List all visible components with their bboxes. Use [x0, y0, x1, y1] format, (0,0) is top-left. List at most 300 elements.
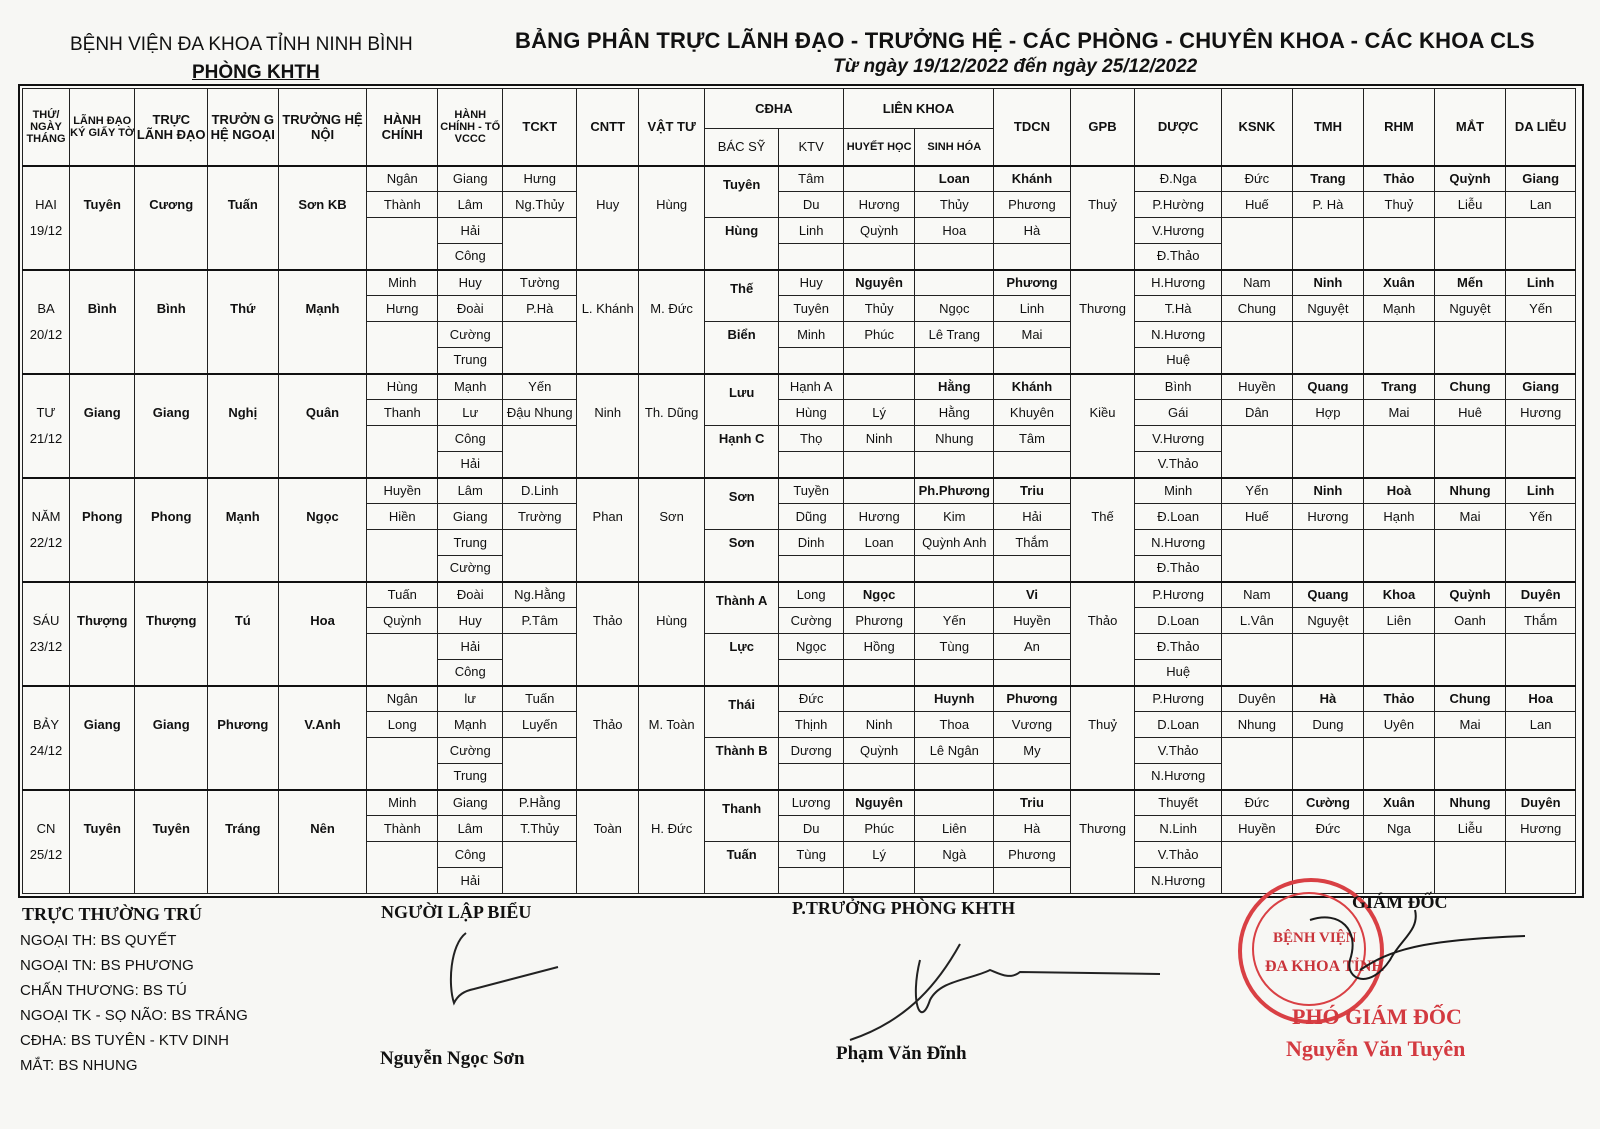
cell-rhm: Thảo [1364, 166, 1435, 192]
cell-gpb [1070, 374, 1134, 400]
cell-sinh-hoa [915, 660, 994, 686]
stamp-text: BỆNH VIỆN [1273, 930, 1357, 946]
cell-gpb [1070, 764, 1134, 790]
table-row [23, 374, 1576, 400]
cell-truong-he-noi: Quân [278, 400, 367, 426]
cell-to-vccc: Hải [438, 452, 503, 478]
cell-cntt [577, 322, 639, 348]
cell-duoc: D.Loan [1135, 712, 1222, 738]
cell-lanh-dao-ky: Bình [70, 296, 135, 322]
cell-truong-he-ngoai: Phương [208, 712, 279, 738]
cell-tdcn: Phương [994, 842, 1071, 868]
day-cell [23, 868, 70, 894]
cell-sinh-hoa: Lê Ngân [915, 738, 994, 764]
cell-mat: Mai [1434, 712, 1506, 738]
cell-to-vccc: Giang [438, 166, 503, 192]
cell-truong-he-ngoai [208, 478, 279, 504]
cell-vat-tu [639, 530, 704, 556]
table-row [23, 608, 1576, 634]
cell-ksnk: Huế [1222, 504, 1293, 530]
cell-vat-tu [639, 478, 704, 504]
cell-tckt: Yến [503, 374, 577, 400]
cell-ksnk: Huyền [1222, 816, 1293, 842]
cell-truong-he-ngoai: Nghị [208, 400, 279, 426]
cell-huyet-hoc [843, 686, 915, 712]
cell-mat: Chung [1434, 686, 1506, 712]
cell-hanh-chinh [367, 530, 438, 556]
cell-mat: Mến [1434, 270, 1506, 296]
cell-lanh-dao-ky [70, 452, 135, 478]
cell-huyet-hoc: Ngọc [843, 582, 915, 608]
cell-duoc: Đ.Thảo [1135, 556, 1222, 582]
cell-truong-he-noi [278, 348, 367, 374]
document-title: BẢNG PHÂN TRỰC LÃNH ĐẠO - TRƯỞNG HỆ - CÁC PHÒNG - CHUYÊN KHOA - CÁC KHOA CLS [515, 28, 1535, 53]
cell-ktv: Thịnh [779, 712, 843, 738]
col-tckt: TCKT [503, 89, 577, 166]
day-date: 21/12 [23, 426, 70, 452]
cell-ksnk [1222, 660, 1293, 686]
cell-da-lieu [1506, 842, 1576, 868]
cell-tckt: P.Hà [503, 296, 577, 322]
cell-truc-lanh-dao [135, 426, 208, 452]
cell-mat: Nhung [1434, 478, 1506, 504]
cell-tdcn: Triu [994, 478, 1071, 504]
cell-hanh-chinh: Minh [367, 790, 438, 816]
cell-ksnk [1222, 244, 1293, 270]
cell-ktv: Hùng [779, 400, 843, 426]
cell-ktv: Dương [779, 738, 843, 764]
cell-sinh-hoa: Lê Trang [915, 322, 994, 348]
day-cell [23, 478, 70, 504]
cell-ksnk [1222, 764, 1293, 790]
cell-mat: Quỳnh [1434, 582, 1506, 608]
cell-ksnk [1222, 530, 1293, 556]
cell-sinh-hoa: Hằng [915, 400, 994, 426]
table-row [23, 504, 1576, 530]
cell-rhm [1364, 218, 1435, 244]
cell-ksnk: Nhung [1222, 712, 1293, 738]
day-name: NĂM [23, 504, 70, 530]
cell-to-vccc: Mạnh [438, 374, 503, 400]
cell-truong-he-ngoai [208, 452, 279, 478]
cell-ktv [779, 868, 843, 894]
cell-gpb: Thuỷ [1070, 192, 1134, 218]
cell-ksnk: Nam [1222, 582, 1293, 608]
cell-vat-tu [639, 764, 704, 790]
cell-gpb [1070, 634, 1134, 660]
cell-ksnk: Huyền [1222, 374, 1293, 400]
cell-truc-lanh-dao [135, 582, 208, 608]
cell-truc-lanh-dao [135, 166, 208, 192]
cell-to-vccc: Trung [438, 764, 503, 790]
cell-gpb [1070, 426, 1134, 452]
cell-cntt: L. Khánh [577, 296, 639, 322]
cell-truong-he-noi [278, 530, 367, 556]
cell-truong-he-noi [278, 842, 367, 868]
truc-item: NGOẠI TH: BS QUYẾT [20, 932, 177, 949]
day-cell [23, 348, 70, 374]
cell-rhm: Liên [1364, 608, 1435, 634]
cell-vat-tu: H. Đức [639, 816, 704, 842]
cell-tmh: Quang [1292, 374, 1364, 400]
cell-mat: Liễu [1434, 192, 1506, 218]
cell-cntt [577, 452, 639, 478]
cell-rhm: Trang [1364, 374, 1435, 400]
cell-ktv: Hạnh A [779, 374, 843, 400]
cell-mat [1434, 764, 1506, 790]
cell-da-lieu [1506, 634, 1576, 660]
cell-vat-tu [639, 686, 704, 712]
cell-cntt [577, 634, 639, 660]
truc-item: MẮT: BS NHUNG [20, 1057, 138, 1074]
cell-duoc: Huệ [1135, 348, 1222, 374]
cell-truc-lanh-dao [135, 478, 208, 504]
cell-truc-lanh-dao: Bình [135, 296, 208, 322]
cell-truong-he-noi: Sơn KB [278, 192, 367, 218]
cell-tdcn: Phương [994, 270, 1071, 296]
cell-mat: Nguyệt [1434, 296, 1506, 322]
cell-truong-he-noi: V.Anh [278, 712, 367, 738]
cell-truong-he-noi [278, 634, 367, 660]
cell-sinh-hoa [915, 764, 994, 790]
cell-bac-sy: Thái [704, 686, 779, 712]
cell-duoc: Minh [1135, 478, 1222, 504]
cell-vat-tu [639, 348, 704, 374]
cell-huyet-hoc [843, 556, 915, 582]
cell-truong-he-ngoai [208, 634, 279, 660]
cell-huyet-hoc [843, 764, 915, 790]
cell-tmh: Dung [1292, 712, 1364, 738]
cell-hanh-chinh: Tuấn [367, 582, 438, 608]
cell-mat [1434, 530, 1506, 556]
day-name: SÁU [23, 608, 70, 634]
cell-truong-he-noi [278, 244, 367, 270]
day-cell [23, 686, 70, 712]
cell-ktv [779, 556, 843, 582]
cell-rhm: Nga [1364, 816, 1435, 842]
cell-huyet-hoc [843, 452, 915, 478]
cell-tmh: Hợp [1292, 400, 1364, 426]
cell-cntt [577, 348, 639, 374]
cell-sinh-hoa: Nhung [915, 426, 994, 452]
col-truong-he-ngoai: TRƯỞN G HỆ NGOẠI [208, 89, 279, 166]
table-row [23, 270, 1576, 296]
cell-da-lieu [1506, 530, 1576, 556]
cell-tmh [1292, 842, 1364, 868]
cell-bac-sy [704, 556, 779, 582]
cell-truong-he-noi: Nên [278, 816, 367, 842]
cell-huyet-hoc: Lý [843, 842, 915, 868]
cell-tdcn [994, 348, 1071, 374]
cell-tdcn: Tâm [994, 426, 1071, 452]
cell-duoc: P.Hường [1135, 192, 1222, 218]
cell-hanh-chinh: Long [367, 712, 438, 738]
cell-truong-he-noi [278, 218, 367, 244]
cell-da-lieu [1506, 452, 1576, 478]
cell-truc-lanh-dao: Tuyên [135, 816, 208, 842]
cell-duoc: V.Hương [1135, 426, 1222, 452]
col-cntt: CNTT [577, 89, 639, 166]
cell-truong-he-ngoai [208, 868, 279, 894]
cell-tdcn [994, 556, 1071, 582]
table-row [23, 634, 1576, 660]
cell-to-vccc: Giang [438, 504, 503, 530]
cell-ktv: Dinh [779, 530, 843, 556]
cell-rhm [1364, 634, 1435, 660]
cell-vat-tu: Hùng [639, 192, 704, 218]
cell-truong-he-noi [278, 660, 367, 686]
cell-rhm [1364, 556, 1435, 582]
col-cdha-bac-sy: BÁC SỸ [704, 129, 779, 166]
cell-da-lieu: Duyên [1506, 790, 1576, 816]
signature-nguoi-lap-bieu [440, 925, 570, 1015]
cell-ksnk: Đức [1222, 790, 1293, 816]
col-duoc: DƯỢC [1135, 89, 1222, 166]
day-date: 22/12 [23, 530, 70, 556]
cell-tckt: D.Linh [503, 478, 577, 504]
col-hanh-chinh-to: HÀNH CHÍNH - TỔ VCCC [438, 89, 503, 166]
nguoi-lap-bieu-label: NGƯỜI LẬP BIỂU [381, 902, 532, 922]
cell-sinh-hoa [915, 868, 994, 894]
cell-tdcn: Phương [994, 192, 1071, 218]
signature-p-truong-phong [840, 940, 1170, 1050]
cell-mat [1434, 660, 1506, 686]
cell-ktv: Tùng [779, 842, 843, 868]
col-truong-he-noi: TRƯỞNG HỆ NỘI [278, 89, 367, 166]
cell-truc-lanh-dao: Giang [135, 400, 208, 426]
cell-sinh-hoa [915, 348, 994, 374]
cell-gpb [1070, 738, 1134, 764]
cell-mat [1434, 348, 1506, 374]
cell-hanh-chinh: Thanh [367, 400, 438, 426]
cell-truong-he-ngoai: Mạnh [208, 504, 279, 530]
cell-sinh-hoa: Liên [915, 816, 994, 842]
cell-rhm: Xuân [1364, 270, 1435, 296]
cell-huyet-hoc [843, 374, 915, 400]
table-row [23, 400, 1576, 426]
p-truong-phong-name: Phạm Văn Đĩnh [836, 1043, 967, 1064]
day-name: CN [23, 816, 70, 842]
cell-sinh-hoa [915, 790, 994, 816]
cell-da-lieu: Thắm [1506, 608, 1576, 634]
cell-da-lieu: Giang [1506, 166, 1576, 192]
cell-truong-he-ngoai [208, 842, 279, 868]
cell-lanh-dao-ky [70, 374, 135, 400]
table-row [23, 530, 1576, 556]
cell-hanh-chinh [367, 868, 438, 894]
cell-to-vccc: Trung [438, 348, 503, 374]
cell-gpb [1070, 166, 1134, 192]
cell-tdcn: Khánh [994, 166, 1071, 192]
cell-da-lieu [1506, 868, 1576, 894]
cell-cntt [577, 244, 639, 270]
cell-huyet-hoc: Nguyên [843, 270, 915, 296]
col-tdcn: TDCN [994, 89, 1071, 166]
cell-rhm [1364, 322, 1435, 348]
cell-vat-tu: M. Đức [639, 296, 704, 322]
cell-to-vccc: lư [438, 686, 503, 712]
cell-rhm [1364, 426, 1435, 452]
col-truc-lanh-dao: TRỰC LÃNH ĐẠO [135, 89, 208, 166]
table-row [23, 322, 1576, 348]
col-sinh-hoa: SINH HÓA [915, 129, 994, 166]
table-row [23, 218, 1576, 244]
day-name: BA [23, 296, 70, 322]
cell-to-vccc: Hải [438, 868, 503, 894]
cell-hanh-chinh: Minh [367, 270, 438, 296]
cell-to-vccc: Cường [438, 556, 503, 582]
cell-da-lieu: Lan [1506, 192, 1576, 218]
cell-mat [1434, 634, 1506, 660]
cell-truc-lanh-dao: Cương [135, 192, 208, 218]
hospital-name: BỆNH VIỆN ĐA KHOA TỈNH NINH BÌNH [70, 34, 413, 55]
cell-tmh: Quang [1292, 582, 1364, 608]
cell-truc-lanh-dao [135, 322, 208, 348]
cell-mat: Liễu [1434, 816, 1506, 842]
cell-ktv [779, 452, 843, 478]
cell-cntt [577, 686, 639, 712]
cell-bac-sy: Biển [704, 322, 779, 348]
cell-sinh-hoa: Quỳnh Anh [915, 530, 994, 556]
cell-tmh: Trang [1292, 166, 1364, 192]
cell-truc-lanh-dao [135, 556, 208, 582]
cell-duoc: V.Thảo [1135, 452, 1222, 478]
cell-tckt [503, 530, 577, 556]
cell-tckt: Luyến [503, 712, 577, 738]
cell-to-vccc: Lâm [438, 816, 503, 842]
cell-cntt [577, 764, 639, 790]
col-tmh: TMH [1292, 89, 1364, 166]
cell-huyet-hoc: Hương [843, 192, 915, 218]
giam-doc-label: GIÁM ĐỐC [1352, 892, 1448, 912]
cell-lanh-dao-ky [70, 868, 135, 894]
cell-cntt: Ninh [577, 400, 639, 426]
cell-truong-he-ngoai [208, 244, 279, 270]
stamp-text: ĐA KHOA TỈNH [1265, 958, 1384, 975]
cell-hanh-chinh [367, 634, 438, 660]
cell-bac-sy [704, 504, 779, 530]
cell-hanh-chinh: Quỳnh [367, 608, 438, 634]
cell-truong-he-noi [278, 478, 367, 504]
cell-hanh-chinh [367, 348, 438, 374]
cell-vat-tu: M. Toàn [639, 712, 704, 738]
cell-tmh [1292, 452, 1364, 478]
cell-bac-sy [704, 244, 779, 270]
cell-truong-he-ngoai [208, 322, 279, 348]
cell-tmh [1292, 530, 1364, 556]
cell-cntt [577, 270, 639, 296]
cell-duoc: N.Linh [1135, 816, 1222, 842]
cell-cntt [577, 166, 639, 192]
cell-tdcn: Linh [994, 296, 1071, 322]
cell-lanh-dao-ky [70, 556, 135, 582]
cell-huyet-hoc: Quỳnh [843, 738, 915, 764]
truc-item: CHẤN THƯƠNG: BS TÚ [20, 982, 187, 999]
cell-bac-sy: Lực [704, 634, 779, 660]
cell-truong-he-ngoai [208, 582, 279, 608]
cell-truc-lanh-dao [135, 868, 208, 894]
cell-cntt: Phan [577, 504, 639, 530]
cell-duoc: Gái [1135, 400, 1222, 426]
cell-tckt [503, 556, 577, 582]
cell-tckt: Ng.Hằng [503, 582, 577, 608]
cell-rhm [1364, 842, 1435, 868]
cell-da-lieu: Linh [1506, 270, 1576, 296]
cell-duoc: Thuyết [1135, 790, 1222, 816]
table-row [23, 192, 1576, 218]
cell-sinh-hoa [915, 452, 994, 478]
col-hanh-chinh: HÀNH CHÍNH [367, 89, 438, 166]
cell-to-vccc: Mạnh [438, 712, 503, 738]
cell-truong-he-ngoai [208, 790, 279, 816]
table-row [23, 582, 1576, 608]
cell-bac-sy: Tuyên [704, 166, 779, 192]
cell-sinh-hoa: Hằng [915, 374, 994, 400]
cell-truong-he-ngoai [208, 530, 279, 556]
cell-gpb: Thảo [1070, 608, 1134, 634]
cell-truc-lanh-dao [135, 270, 208, 296]
cell-bac-sy [704, 452, 779, 478]
cell-huyet-hoc: Hương [843, 504, 915, 530]
cell-tckt [503, 634, 577, 660]
truc-item: NGOẠI TK - SỌ NÃO: BS TRÁNG [20, 1007, 248, 1024]
cell-truong-he-noi [278, 868, 367, 894]
cell-da-lieu [1506, 738, 1576, 764]
cell-hanh-chinh: Thành [367, 192, 438, 218]
cell-vat-tu [639, 322, 704, 348]
cell-mat: Oanh [1434, 608, 1506, 634]
cell-mat [1434, 426, 1506, 452]
day-date: 23/12 [23, 634, 70, 660]
cell-sinh-hoa: Yến [915, 608, 994, 634]
cell-to-vccc: Cường [438, 738, 503, 764]
cell-hanh-chinh [367, 322, 438, 348]
cell-hanh-chinh: Huyền [367, 478, 438, 504]
cell-truong-he-ngoai [208, 686, 279, 712]
cell-ksnk: Duyên [1222, 686, 1293, 712]
cell-sinh-hoa: Loan [915, 166, 994, 192]
cell-ktv: Cường [779, 608, 843, 634]
table-row [23, 660, 1576, 686]
cell-truc-lanh-dao [135, 790, 208, 816]
cell-ksnk: Đức [1222, 166, 1293, 192]
cell-huyet-hoc [843, 348, 915, 374]
cell-cntt: Thảo [577, 712, 639, 738]
cell-hanh-chinh [367, 244, 438, 270]
cell-tdcn [994, 244, 1071, 270]
cell-tmh: Nguyệt [1292, 608, 1364, 634]
cell-huyet-hoc: Ninh [843, 712, 915, 738]
cell-ktv: Tuyên [779, 296, 843, 322]
cell-huyet-hoc: Lý [843, 400, 915, 426]
cell-vat-tu [639, 374, 704, 400]
cell-sinh-hoa: Ngà [915, 842, 994, 868]
cell-rhm: Mạnh [1364, 296, 1435, 322]
cell-gpb [1070, 478, 1134, 504]
cell-da-lieu: Giang [1506, 374, 1576, 400]
cell-huyet-hoc: Thủy [843, 296, 915, 322]
cell-tckt: Tuấn [503, 686, 577, 712]
cell-ktv: Dũng [779, 504, 843, 530]
cell-tdcn: Triu [994, 790, 1071, 816]
schedule-body [23, 166, 1576, 894]
cell-gpb [1070, 686, 1134, 712]
day-name: TƯ [23, 400, 70, 426]
day-cell [23, 374, 70, 400]
cell-ksnk [1222, 322, 1293, 348]
cell-truc-lanh-dao [135, 374, 208, 400]
cell-sinh-hoa: Ngọc [915, 296, 994, 322]
